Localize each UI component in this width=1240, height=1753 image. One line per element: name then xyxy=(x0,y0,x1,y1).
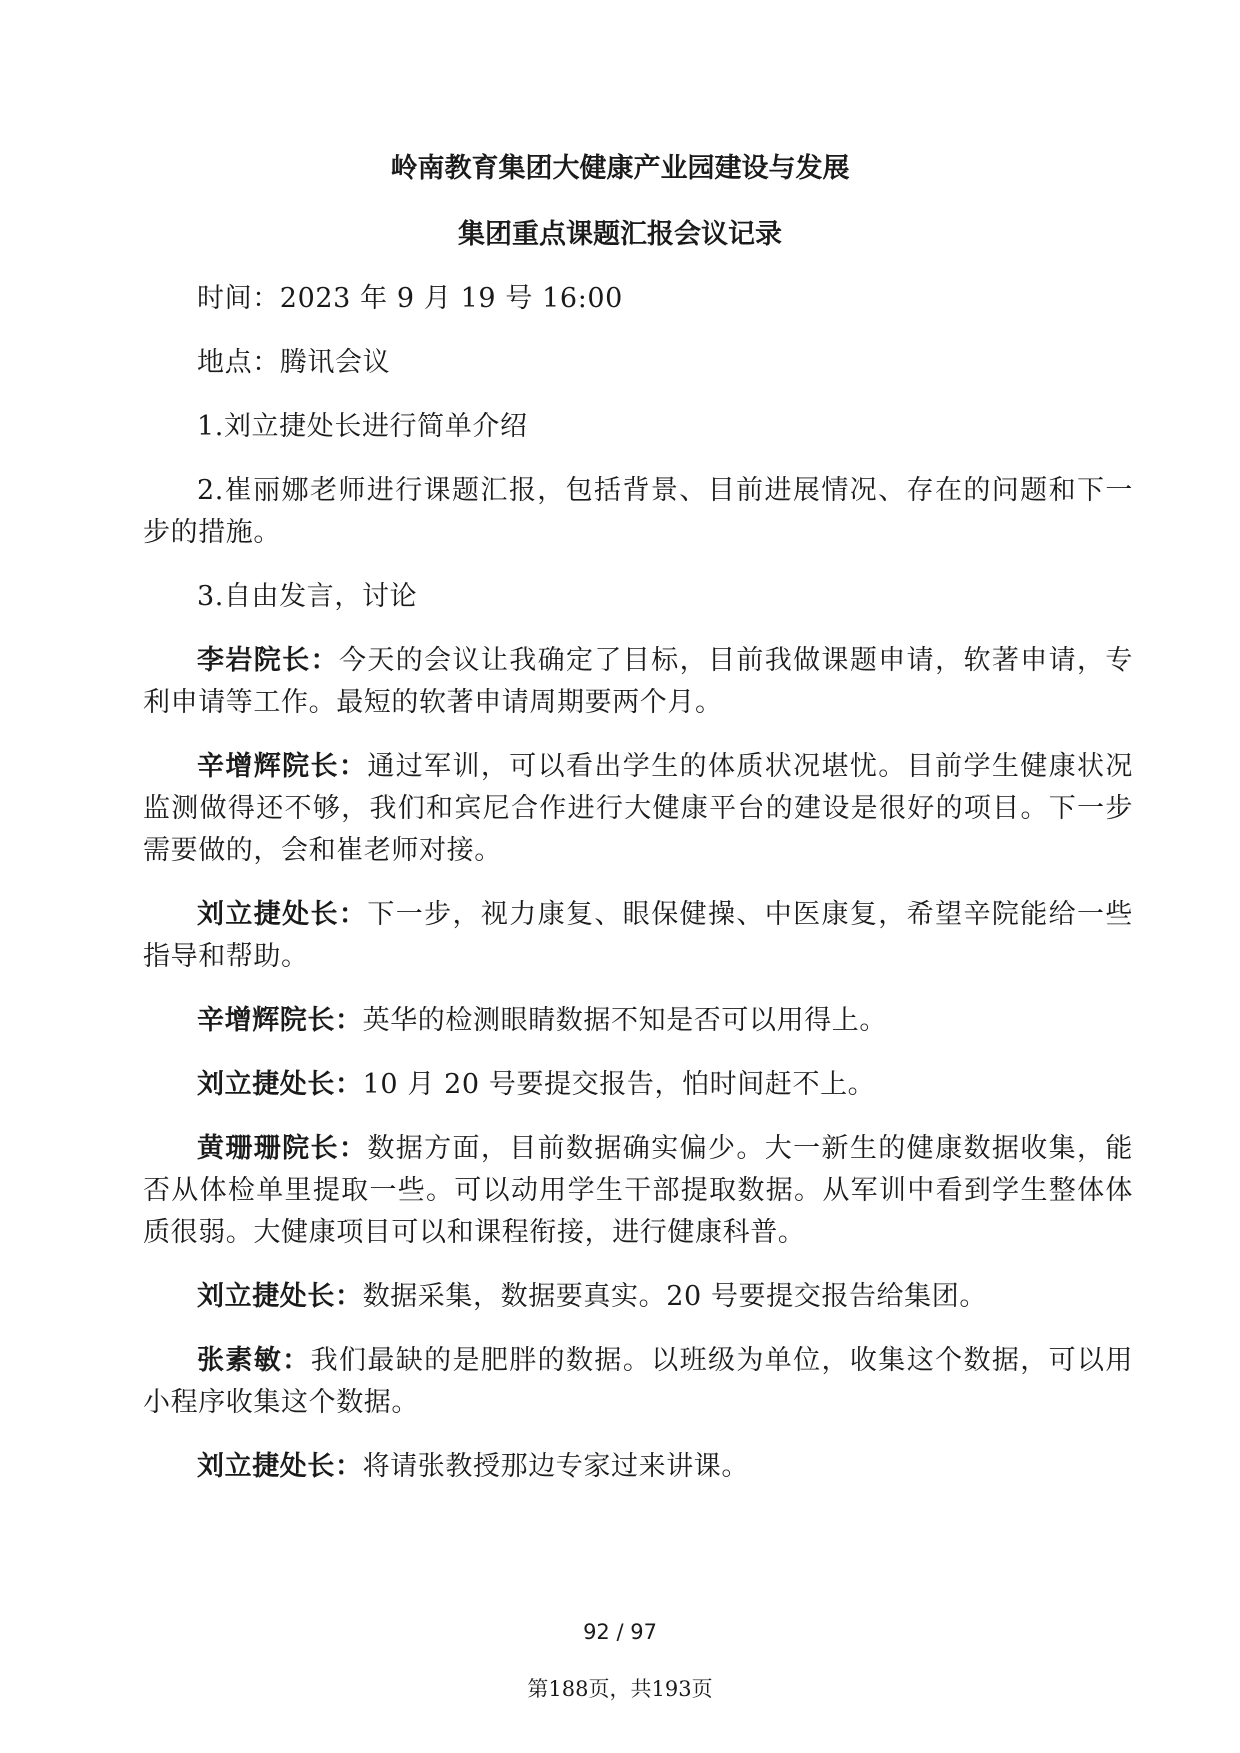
remark-text: 数据方面，目前数据确实偏少。大一新生的健康数据收集，能否从体检单里提取一些。可以动用学生干部提取数据。从军训中看到学生整体体质很弱。大健康项目可以和课程衔接，进行健康科普。 xyxy=(143,1133,1133,1248)
meeting-record-body xyxy=(143,278,1133,1510)
remark-text: 10 月 20 号要提交报告，怕时间赶不上。 xyxy=(362,1069,876,1100)
remark-speaker: 辛增辉院长： xyxy=(197,1005,363,1036)
remark-text: 将请张教授那边专家过来讲课。 xyxy=(362,1451,750,1482)
remark-3 xyxy=(143,894,1133,978)
document-title-line1: 岭南教育集团大健康产业园建设与发展 xyxy=(390,153,850,184)
agenda-item-2: 2.崔丽娜老师进行课题汇报，包括背景、目前进展情况、存在的问题和下一步的措施。 xyxy=(143,475,1133,548)
remark-text: 今天的会议让我确定了目标，目前我做课题申请，软著申请，专利申请等工作。最短的软著申请周期要两个月。 xyxy=(143,645,1133,718)
remark-speaker: 张素敏： xyxy=(197,1345,311,1376)
remark-2 xyxy=(143,746,1133,872)
remark-4 xyxy=(143,1000,1133,1042)
remark-5 xyxy=(143,1064,1133,1106)
remark-6 xyxy=(143,1128,1133,1254)
document-title-line2: 集团重点课题汇报会议记录 xyxy=(458,219,782,250)
meeting-location: 地点：腾讯会议 xyxy=(197,347,391,378)
remark-7 xyxy=(143,1276,1133,1318)
remark-speaker: 刘立捷处长： xyxy=(197,1451,363,1482)
page-footer: 第188页，共193页 xyxy=(527,1677,713,1701)
remark-speaker: 刘立捷处长： xyxy=(197,1069,363,1100)
remark-8 xyxy=(143,1340,1133,1424)
remark-text: 英华的检测眼睛数据不知是否可以用得上。 xyxy=(362,1005,888,1036)
remark-9 xyxy=(143,1446,1133,1488)
remark-speaker: 李岩院长： xyxy=(197,645,339,676)
remark-text: 数据采集，数据要真实。20 号要提交报告给集团。 xyxy=(362,1281,987,1312)
remark-speaker: 刘立捷处长： xyxy=(197,1281,363,1312)
remark-speaker: 辛增辉院长： xyxy=(197,751,368,782)
remark-text: 通过军训，可以看出学生的体质状况堪忧。目前学生健康状况监测做得还不够，我们和宾尼合作进行大健康平台的建设是很好的项目。下一步需要做的，会和崔老师对接。 xyxy=(143,751,1133,866)
agenda-item-1: 1.刘立捷处长进行简单介绍 xyxy=(197,411,528,442)
remark-speaker: 黄珊珊院长： xyxy=(197,1133,368,1164)
meeting-time: 时间：2023 年 9 月 19 号 16:00 xyxy=(197,283,623,314)
remark-1 xyxy=(143,640,1133,724)
remark-speaker: 刘立捷处长： xyxy=(197,899,368,930)
remark-text: 下一步，视力康复、眼保健操、中医康复，希望辛院能给一些指导和帮助。 xyxy=(143,899,1133,972)
agenda-item-3: 3.自由发言，讨论 xyxy=(197,581,418,612)
remark-text: 我们最缺的是肥胖的数据。以班级为单位，收集这个数据，可以用小程序收集这个数据。 xyxy=(143,1345,1133,1418)
page-number: 92 / 97 xyxy=(583,1620,657,1644)
